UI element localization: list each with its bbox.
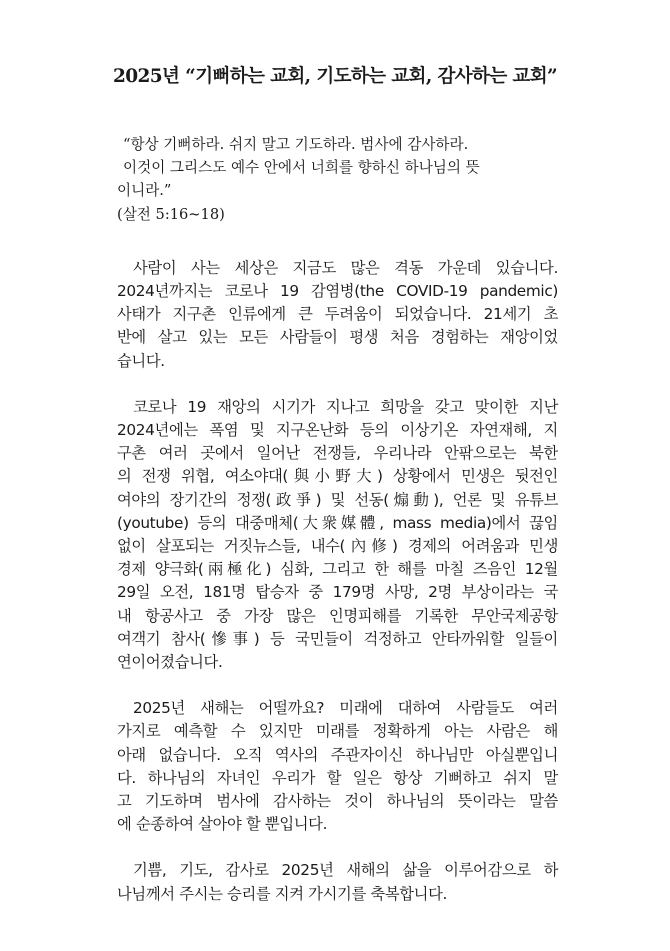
paragraph-line: 구촌 여러 곳에서 일어난 전쟁들, 우리나라 안팎으로는 북한 bbox=[117, 444, 558, 463]
paragraph bbox=[117, 697, 558, 836]
paragraph-line: 나님께서 주시는 승리를 지켜 가시기를 축복합니다. bbox=[117, 884, 448, 903]
paragraph-line: 다. 하나님의 자녀인 우리가 할 일은 항상 기뻐하고 쉬지 말 bbox=[117, 768, 558, 787]
paragraph-line: 의 전쟁 위협, 여소야대(與小野大) 상황에서 민생은 뒷전인 bbox=[117, 467, 558, 486]
paragraph-line: 내 항공사고 중 가장 많은 인명피해를 기록한 무안국제공항 bbox=[117, 606, 558, 625]
paragraph-line: 연이어졌습니다. bbox=[117, 653, 223, 672]
paragraph-line: 사람이 사는 세상은 지금도 많은 격동 가운데 있습니다. bbox=[133, 258, 558, 277]
quote-line: “항상 기뻐하라. 쉬지 말고 기도하라. 범사에 감사하라. bbox=[123, 136, 469, 153]
paragraph-line: 2024년까지는 코로나 19 감염병(the COVID-19 pandemic) bbox=[117, 282, 558, 301]
paragraph-line: 기쁨, 기도, 감사로 2025년 새해의 삶을 이루어감으로 하 bbox=[133, 861, 558, 880]
paragraph bbox=[117, 257, 558, 373]
paragraph-line: 코로나 19 재앙의 시기가 지나고 희망을 갖고 맞이한 지난 bbox=[133, 397, 558, 416]
quote-line: 이니라.” bbox=[117, 182, 172, 200]
paragraph-line: 경제 양극화(兩極化) 심화, 그리고 한 해를 마칠 즈음인 12월 bbox=[117, 560, 558, 579]
quote-reference: (살전 5:16~18) bbox=[117, 205, 225, 223]
paragraph-line: 고 기도하며 범사에 감사하는 것이 하나님의 뜻이라는 말씀 bbox=[117, 792, 558, 811]
paragraph-line: 2024년에는 폭염 및 지구온난화 등의 이상기온 자연재해, 지 bbox=[117, 421, 558, 440]
paragraph-line: (youtube) 등의 대중매체(大衆媒體, mass media)에서 끊임 bbox=[117, 513, 558, 532]
document-body bbox=[117, 133, 558, 906]
page-title: 2025년 “기뻐하는 교회, 기도하는 교회, 감사하는 교회” bbox=[112, 66, 558, 87]
scripture-quote bbox=[117, 133, 558, 226]
paragraph-line: 반에 살고 있는 모든 사람들이 평생 처음 경험하는 재앙이었 bbox=[117, 328, 558, 347]
paragraph-line: 없이 살포되는 거짓뉴스들, 내수(內修) 경제의 어려움과 민생 bbox=[117, 537, 558, 556]
paragraph-line: 사태가 지구촌 인류에게 큰 두려움이 되었습니다. 21세기 초 bbox=[117, 305, 558, 324]
paragraph-line: 2025년 새해는 어떨까요? 미래에 대하여 사람들도 여러 bbox=[133, 699, 558, 718]
paragraph-line: 습니다. bbox=[117, 351, 165, 370]
paragraph-line: 아래 없습니다. 오직 역사의 주관자이신 하나님만 아실뿐입니 bbox=[117, 745, 558, 764]
paragraph-line: 29일 오전, 181명 탑승자 중 179명 사망, 2명 부상이라는 국 bbox=[117, 583, 558, 602]
quote-line: 이것이 그리스도 예수 안에서 너희를 향하신 하나님의 뜻 bbox=[123, 159, 480, 177]
paragraph-line: 가지로 예측할 수 있지만 미래를 정확하게 아는 사람은 해 bbox=[117, 722, 558, 741]
paragraph bbox=[117, 396, 558, 674]
paragraph-line: 여야의 장기간의 정쟁(政爭) 및 선동(煽動), 언론 및 유튜브 bbox=[117, 490, 558, 509]
paragraph-line: 여객기 참사(慘事) 등 국민들이 걱정하고 안타까워할 일들이 bbox=[117, 629, 558, 648]
paragraph-line: 에 순종하여 살아야 할 뿐입니다. bbox=[117, 815, 328, 834]
paragraph bbox=[117, 859, 558, 905]
